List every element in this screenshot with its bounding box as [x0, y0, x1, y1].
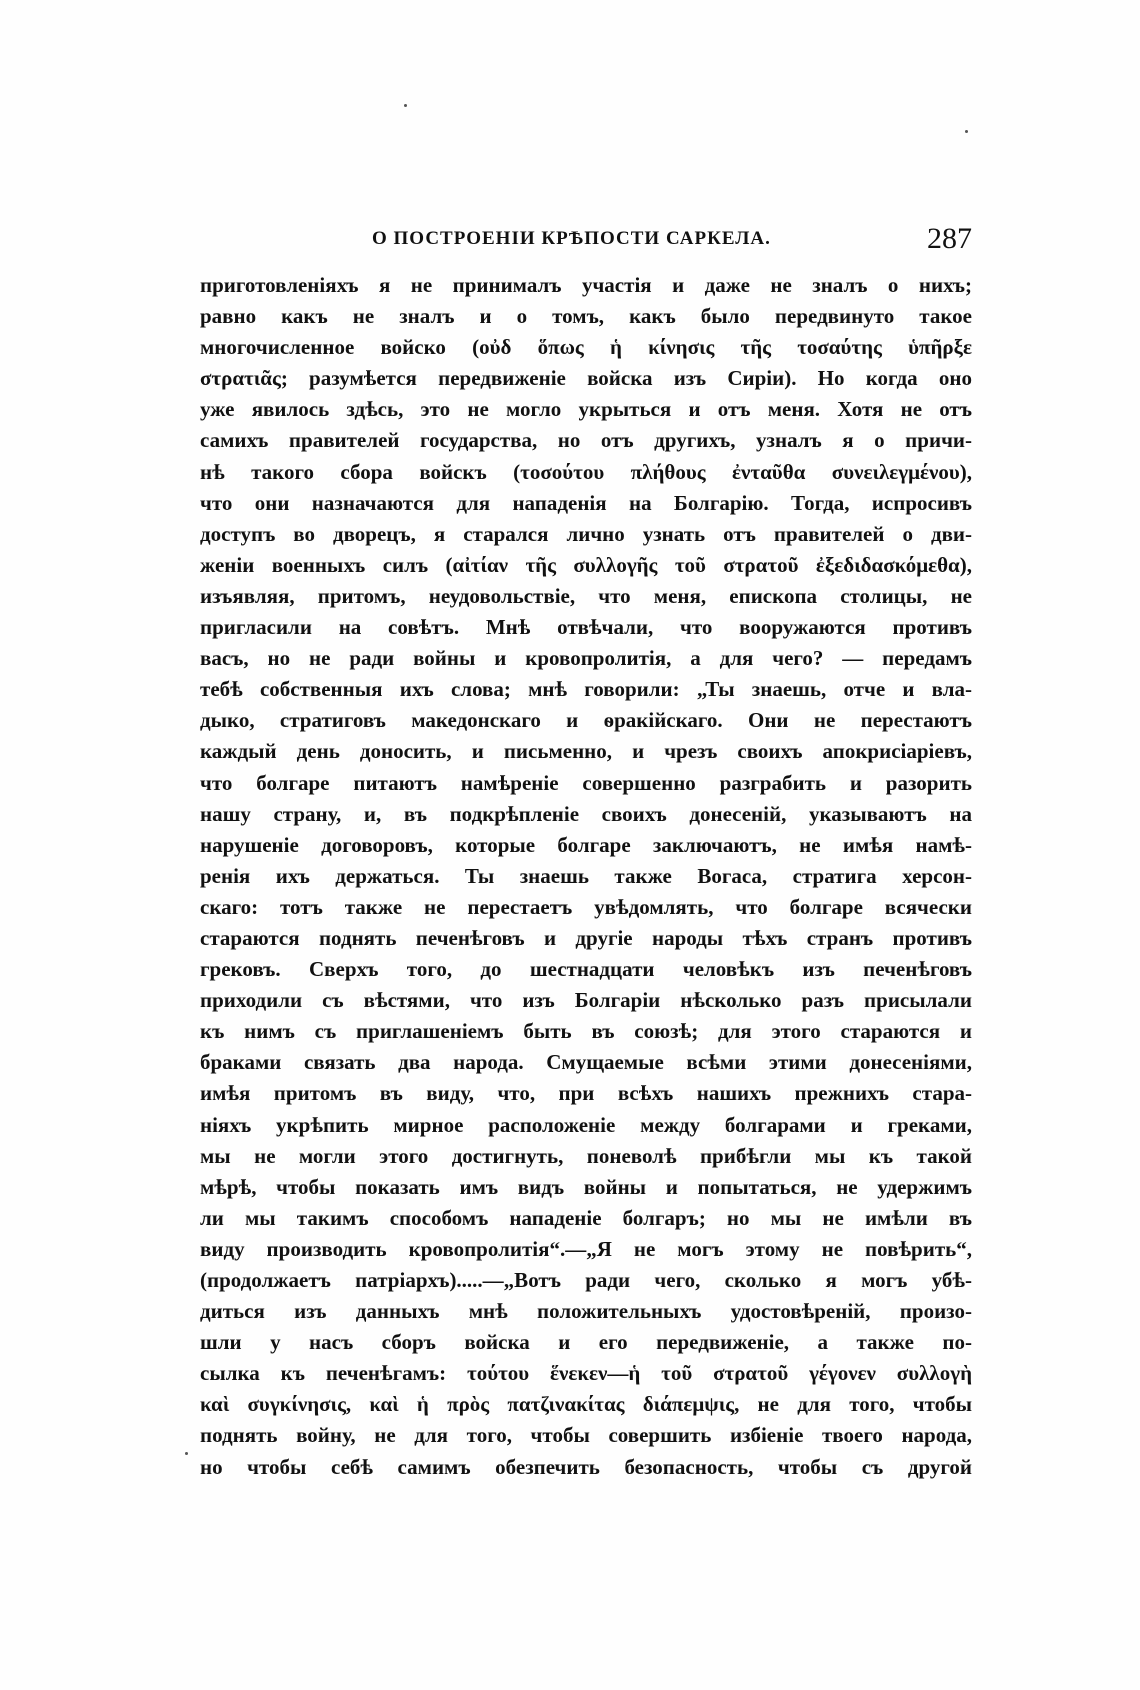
text-body — [200, 270, 972, 1483]
text-line: многочисленное войско (οὐδ ὅπως ἡ κίνησις τῆς τοσαύτης ὑπῆρξε — [200, 335, 972, 360]
text-line: женіи военныхъ силъ (αἰτίαν τῆς συλλογῆς τοῦ στρατοῦ ἐξεδιδασκόμεθα), — [200, 552, 972, 577]
scan-speck — [185, 1452, 188, 1455]
text-line: виду производить кровопролитія“.—„Я не могъ этому не повѣрить“, — [200, 1236, 972, 1261]
text-line: нарушеніе договоровъ, которые болгаре заключаютъ, не имѣя намѣ- — [200, 832, 972, 857]
text-line: нашу страну, и, въ подкрѣпленіе своихъ донесеній, указываютъ на — [200, 801, 972, 826]
text-line: приходили съ вѣстями, что изъ Болгаріи нѣсколько разъ присылали — [200, 988, 972, 1013]
text-line: грековъ. Сверхъ того, до шестнадцати человѣкъ изъ печенѣговъ — [200, 957, 972, 982]
text-line: стараются поднять печенѣговъ и другіе народы тѣхъ странъ противъ — [200, 925, 972, 950]
text-line: диться изъ данныхъ мнѣ положительныхъ удостовѣреній, произо- — [200, 1299, 972, 1324]
text-line: что они назначаются для нападенія на Болгарію. Тогда, испросивъ — [200, 490, 972, 515]
text-line: пригласили на совѣтъ. Мнѣ отвѣчали, что вооружаются противъ — [200, 615, 972, 640]
text-line: доступъ во дворецъ, я старался лично узнать отъ правителей о дви- — [200, 521, 972, 546]
running-head — [200, 222, 972, 262]
text-line: στρατιᾶς; разумѣется передвиженіе войска изъ Сиріи). Но когда оно — [200, 366, 972, 391]
text-line: тебѣ собственныя ихъ слова; мнѣ говорили: „Ты знаешь, отче и вла- — [200, 677, 972, 702]
text-line: сылка къ печенѣгамъ: τούτου ἕνεκεν—ἡ τοῦ στρατοῦ γέγονεν συλλογὴ — [200, 1361, 972, 1386]
text-line: самихъ правителей государства, но отъ другихъ, узналъ я о причи- — [200, 428, 972, 453]
text-line: къ нимъ съ приглашеніемъ быть въ союзѣ; для этого стараются и — [200, 1019, 972, 1044]
text-line: каждый день доносить, и письменно, и чрезъ своихъ апокрисіаріевъ, — [200, 739, 972, 764]
running-title: О ПОСТРОЕНІИ КРѢПОСТИ САРКЕЛА. — [372, 228, 771, 249]
text-line: имѣя притомъ въ виду, что, при всѣхъ нашихъ прежнихъ стара- — [200, 1081, 972, 1106]
text-line: ли мы такимъ способомъ нападеніе болгаръ; но мы не имѣли въ — [200, 1205, 972, 1230]
text-line: мѣрѣ, чтобы показать имъ видъ войны и попытаться, не удержимъ — [200, 1174, 972, 1199]
text-line: шли у насъ сборъ войска и его передвиженіе, а также по- — [200, 1330, 972, 1355]
page-number: 287 — [927, 222, 972, 255]
text-line: дыко, стратиговъ македонскаго и ѳракійскаго. Они не перестаютъ — [200, 708, 972, 733]
text-line: что болгаре питаютъ намѣреніе совершенно разграбить и разорить — [200, 770, 972, 795]
text-line: нѣ такого сбора войскъ (τοσούτου πλήθους ἐνταῦθα συνειλεγμένου), — [200, 459, 972, 484]
text-line: ніяхъ укрѣпить мирное расположеніе между болгарами и греками, — [200, 1112, 972, 1137]
text-line: васъ, но не ради войны и кровопролитія, а для чего? — передамъ — [200, 646, 972, 671]
text-line: приготовленіяхъ я не принималъ участія и даже не зналъ о нихъ; — [200, 273, 972, 297]
text-line: ренія ихъ держаться. Ты знаешь также Вогаса, стратига херсон- — [200, 863, 972, 888]
text-line: скаго: тотъ также не перестаетъ увѣдомлять, что болгаре всячески — [200, 894, 972, 919]
scan-speck — [404, 104, 407, 107]
text-line: уже явилось здѣсь, это не могло укрыться и отъ меня. Хотя не отъ — [200, 397, 972, 422]
text-line: браками связать два народа. Смущаемые всѣми этими донесеніями, — [200, 1050, 972, 1075]
text-line: но чтобы себѣ самимъ обезпечить безопасность, чтобы съ другой — [200, 1454, 972, 1479]
text-line: поднять войну, не для того, чтобы совершить избіеніе твоего народа, — [200, 1423, 972, 1448]
text-line: καὶ συγκίνησις, καὶ ἡ πρὸς πατζινακίτας διάπεμψις, не для того, чтобы — [200, 1392, 972, 1417]
text-line: (продолжаетъ патріархъ).....—„Вотъ ради чего, сколько я могъ убѣ- — [200, 1268, 972, 1292]
text-line: изъявляя, притомъ, неудовольствіе, что меня, епископа столицы, не — [200, 583, 972, 608]
text-line: равно какъ не зналъ и о томъ, какъ было передвинуто такое — [200, 304, 972, 329]
scan-speck — [965, 130, 968, 133]
text-line: мы не могли этого достигнуть, поневолѣ прибѣгли мы къ такой — [200, 1143, 972, 1168]
